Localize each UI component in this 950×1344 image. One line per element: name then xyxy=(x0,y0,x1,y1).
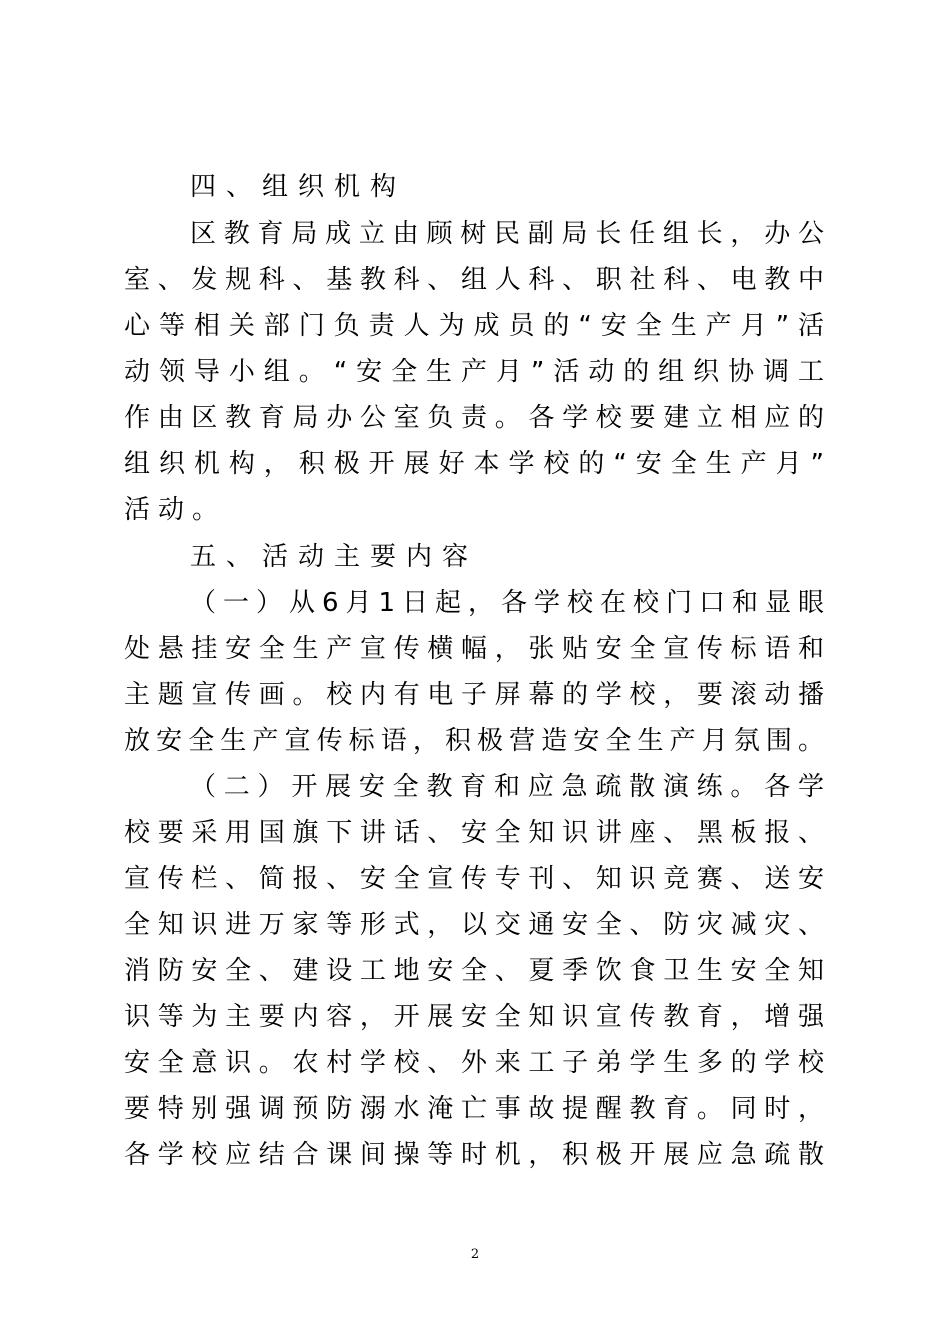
paragraph-line: 各学校应结合课间操等时机，积极开展应急疏散 xyxy=(124,1140,824,1170)
paragraph-line: 心等相关部门负责人为成员的“安全生产月”活 xyxy=(124,311,824,341)
paragraph-line: 组织机构，积极开展好本学校的“安全生产月” xyxy=(124,449,824,479)
paragraph-line: 处悬挂安全生产宣传横幅，张贴安全宣传标语和 xyxy=(124,634,824,664)
section-heading-organization: 四、组织机构 xyxy=(190,172,407,202)
paragraph-line: 宣传栏、简报、安全宣传专刊、知识竞赛、送安 xyxy=(124,864,824,894)
paragraph-line: 区教育局成立由顾树民副局长任组长，办公 xyxy=(190,219,824,249)
paragraph-line: 作由区教育局办公室负责。各学校要建立相应的 xyxy=(124,403,824,433)
paragraph-line: 放安全生产宣传标语，积极营造安全生产月氛围。 xyxy=(124,726,824,756)
paragraph-line: 室、发规科、基教科、组人科、职社科、电教中 xyxy=(124,265,824,295)
paragraph-line: 活动。 xyxy=(124,495,227,525)
paragraph-line: 安全意识。农村学校、外来工子弟学生多的学校 xyxy=(124,1048,824,1078)
paragraph-line: 识等为主要内容，开展安全知识宣传教育，增强 xyxy=(124,1002,824,1032)
paragraph-line: 校要采用国旗下讲话、安全知识讲座、黑板报、 xyxy=(124,818,824,848)
paragraph-line: （一）从6月1日起，各学校在校门口和显眼 xyxy=(190,588,824,618)
paragraph-line: 全知识进万家等形式，以交通安全、防灾减灾、 xyxy=(124,910,824,940)
paragraph-line: 要特别强调预防溺水淹亡事故提醒教育。同时， xyxy=(124,1094,824,1124)
section-heading-activities: 五、活动主要内容 xyxy=(190,542,479,572)
paragraph-line: 主题宣传画。校内有电子屏幕的学校，要滚动播 xyxy=(124,680,824,710)
paragraph-line: 消防安全、建设工地安全、夏季饮食卫生安全知 xyxy=(124,956,824,986)
page-number: 2 xyxy=(470,1247,480,1262)
paragraph-line: （二）开展安全教育和应急疏散演练。各学 xyxy=(190,772,824,802)
paragraph-line: 动领导小组。“安全生产月”活动的组织协调工 xyxy=(124,357,824,387)
